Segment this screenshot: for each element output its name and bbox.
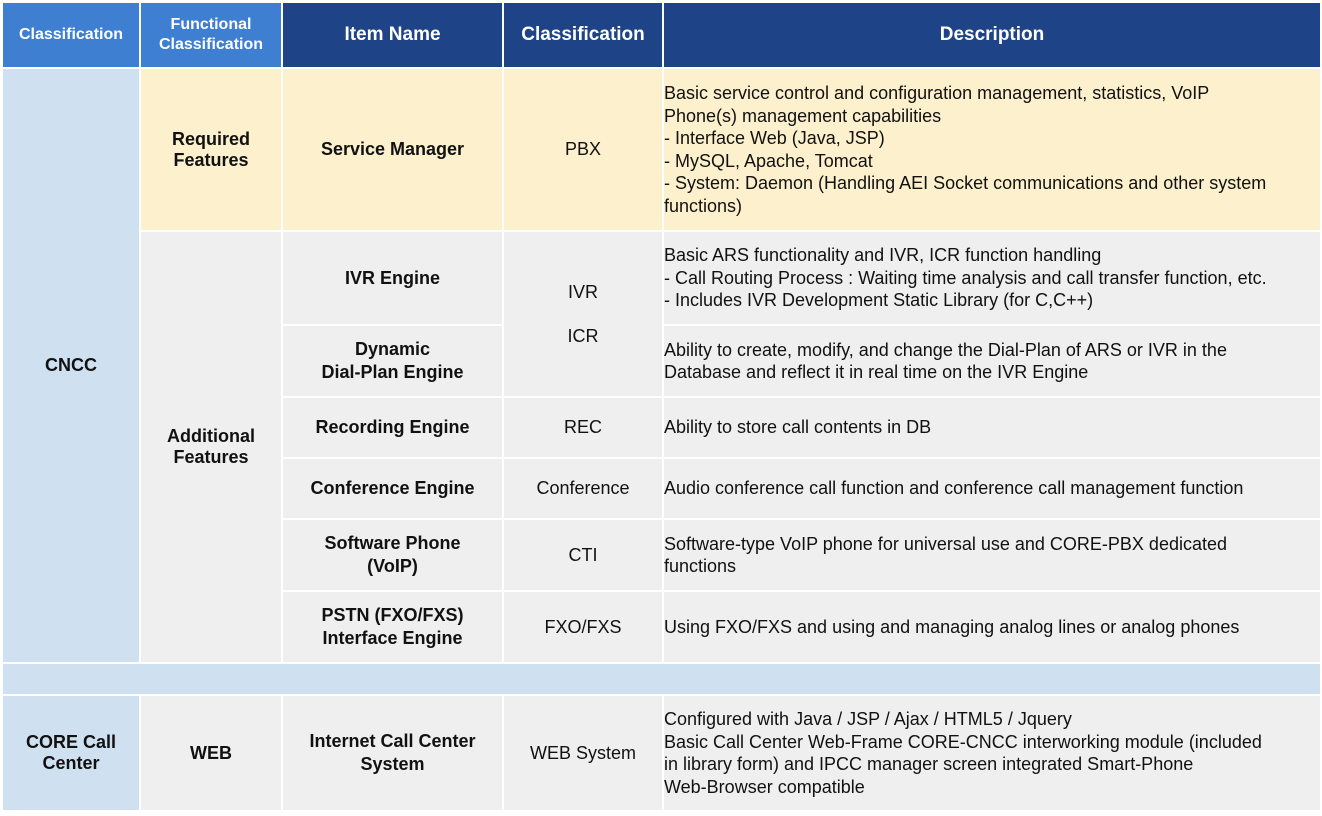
desc-line: Basic ARS functionality and IVR, ICR function handling	[664, 245, 1102, 266]
desc-line: - Call Routing Process : Waiting time analysis and call transfer function, etc.	[664, 267, 1267, 288]
desc-line: Phone(s) management capabilities	[664, 105, 942, 126]
classification-rec: REC	[503, 397, 663, 458]
item-line: Interface Engine	[322, 628, 463, 648]
desc-line: in library form) and IPCC manager screen integrated Smart-Phone	[664, 754, 1194, 774]
required-line-1: Required	[171, 128, 250, 149]
item-line: Software Phone	[324, 533, 461, 553]
classification-ivr-icr	[503, 231, 663, 397]
desc-line: Configured with Java / JSP / Ajax / HTML5 / Jquery	[664, 709, 1072, 729]
classification-fxo-fxs: FXO/FXS	[503, 591, 663, 663]
description-recording: Ability to store call contents in DB	[663, 397, 1321, 458]
header-functional-classification	[140, 2, 282, 68]
section-divider	[2, 663, 1321, 695]
additional-line-2: Features	[173, 447, 249, 467]
classification-ivr: IVR	[567, 282, 598, 302]
core-line-2: Center	[42, 753, 100, 773]
classification-icr: ICR	[567, 326, 599, 346]
desc-line: Web-Browser compatible	[664, 776, 865, 797]
description-ivr-engine	[663, 231, 1321, 325]
item-line: Internet Call Center	[309, 731, 476, 751]
item-line: PSTN (FXO/FXS)	[321, 605, 464, 625]
group-core-call-center	[2, 695, 140, 811]
desc-line: - Interface Web (Java, JSP)	[664, 128, 885, 148]
item-ivr-engine: IVR Engine	[282, 231, 503, 325]
desc-line: Database and reflect it in real time on the IVR Engine	[664, 362, 1089, 382]
description-internet-call-center	[663, 695, 1321, 811]
item-internet-call-center	[282, 695, 503, 811]
group-web: WEB	[140, 695, 282, 811]
desc-line: functions	[664, 556, 737, 576]
classification-pbx: PBX	[503, 68, 663, 231]
desc-line: - MySQL, Apache, Tomcat	[664, 150, 873, 171]
desc-line: Basic Call Center Web-Frame CORE-CNCC interworking module (included	[664, 731, 1262, 752]
header-row	[2, 2, 1321, 68]
required-line-2: Features	[173, 149, 249, 170]
desc-line: Software-type VoIP phone for universal use and CORE-PBX dedicated	[664, 533, 1227, 554]
classification-web-system: WEB System	[503, 695, 663, 811]
item-line: Dial-Plan Engine	[321, 362, 464, 382]
header-functional-line-2: Classification	[158, 36, 264, 53]
header-classification: Classification	[2, 2, 140, 68]
description-conference: Audio conference call function and conference call management function	[663, 458, 1321, 519]
table-row	[2, 695, 1321, 811]
description-pstn: Using FXO/FXS and using and managing analog lines or analog phones	[663, 591, 1321, 663]
description-service-manager	[663, 68, 1321, 231]
desc-line: Basic service control and configuration management, statistics, VoIP	[664, 83, 1210, 103]
classification-cti: CTI	[503, 519, 663, 591]
group-additional-features	[140, 231, 282, 663]
item-service-manager: Service Manager	[282, 68, 503, 231]
item-line: Dynamic	[354, 339, 431, 359]
group-cncc: CNCC	[2, 68, 140, 663]
group-required-features	[140, 68, 282, 231]
core-line-1: CORE Call	[25, 732, 117, 752]
item-conference-engine: Conference Engine	[282, 458, 503, 519]
desc-line: - Includes IVR Development Static Library (for C,C++)	[664, 290, 1094, 311]
table-row	[2, 68, 1321, 231]
header-description: Description	[663, 2, 1321, 68]
desc-line: - System: Daemon (Handling AEI Socket communications and other system	[664, 173, 1267, 193]
item-recording-engine: Recording Engine	[282, 397, 503, 458]
spacer-row	[2, 663, 1321, 695]
item-line: System	[360, 754, 425, 774]
description-dial-plan	[663, 325, 1321, 397]
desc-line: Ability to create, modify, and change the Dial-Plan of ARS or IVR in the	[664, 339, 1227, 360]
desc-line: functions)	[664, 195, 743, 216]
description-software-phone	[663, 519, 1321, 591]
additional-line-1: Additional	[167, 426, 255, 446]
item-line: (VoIP)	[367, 556, 418, 576]
header-classification-2: Classification	[503, 2, 663, 68]
table-row	[2, 231, 1321, 325]
spec-table	[1, 1, 1322, 812]
item-software-phone	[282, 519, 503, 591]
item-dial-plan-engine	[282, 325, 503, 397]
classification-conference: Conference	[503, 458, 663, 519]
header-functional-line-1: Functional	[170, 16, 252, 33]
header-item-name: Item Name	[282, 2, 503, 68]
item-pstn-interface-engine	[282, 591, 503, 663]
